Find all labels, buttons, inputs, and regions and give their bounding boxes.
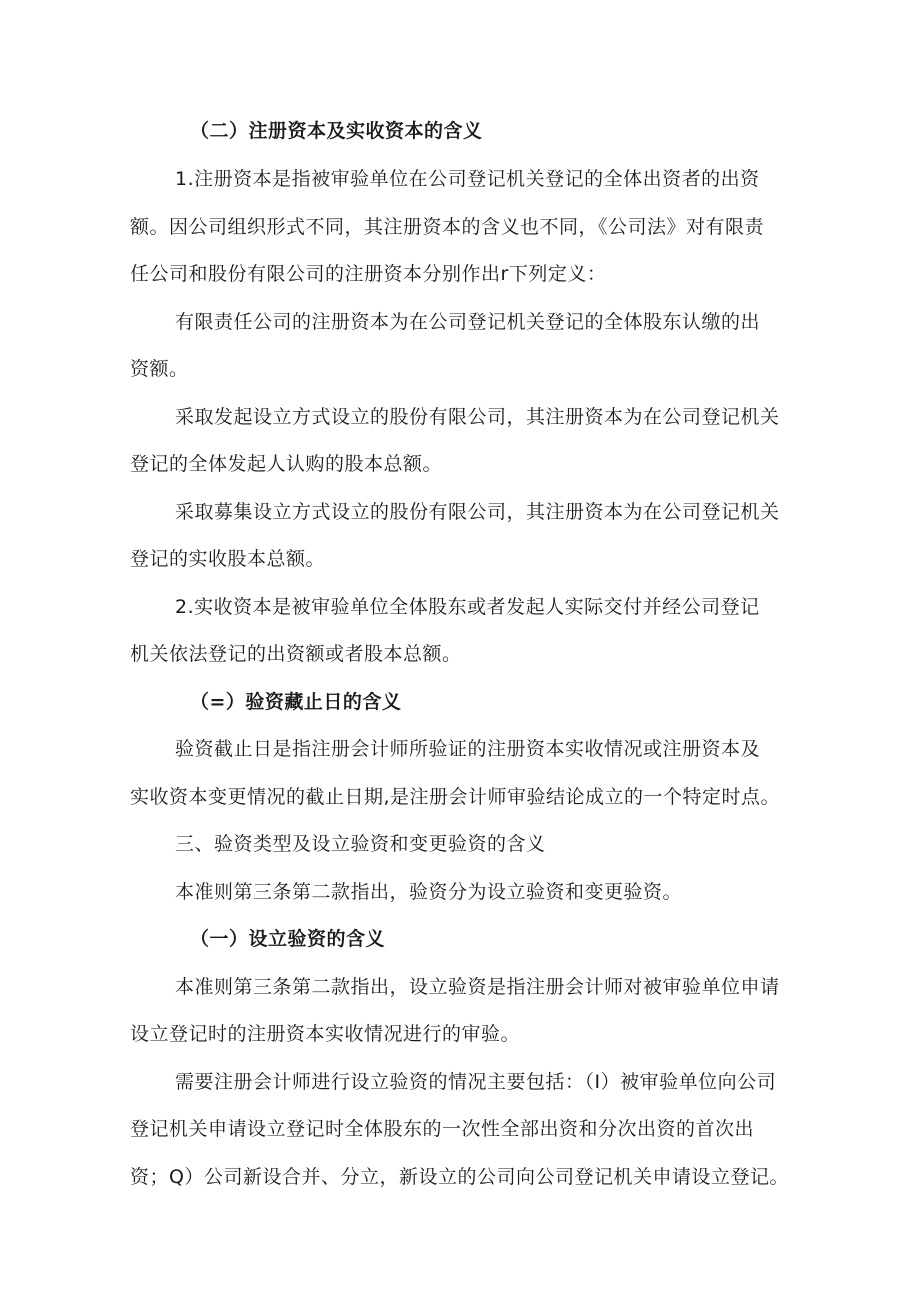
paragraph-line: 登记机关申请设立登记时全体股东的一次性全部出资和分次出资的首次出 <box>130 1118 755 1140</box>
paragraph-line: 本准则第三条第二款指出，设立验资是指注册会计师对被审验单位申请 <box>175 976 780 998</box>
paragraph-line: 采取募集设立方式设立的股份有限公司，其注册资本为在公司登记机关 <box>175 501 780 523</box>
section-heading-establishment-verification: （一）设立验资的含义 <box>190 928 386 950</box>
paragraph-line: 实收资本变更情况的截止日期,是注册会计师审验结论成立的一个特定时点。 <box>130 786 781 808</box>
paragraph-line: 2.实收资本是被审验单位全体股东或者发起人实际交付并经公司登记 <box>175 596 760 618</box>
paragraph-line: 资；Q）公司新设合并、分立，新设立的公司向公司登记机关申请设立登记。 <box>130 1166 789 1188</box>
paragraph-line: 机关依法登记的出资额或者股本总额。 <box>130 643 462 665</box>
paragraph-line: 任公司和股份有限公司的注册资本分别作出r下列定义： <box>130 263 607 285</box>
section-heading-verification-types: 三、验资类型及设立验资和变更验资的含义 <box>175 833 546 855</box>
paragraph-line: 额。因公司组织形式不同，其注册资本的含义也不同，《公司法》对有限责 <box>130 216 765 238</box>
paragraph-line: 登记的全体发起人认购的股本总额。 <box>130 453 443 475</box>
section-heading-cutoff-date: （=）验资藏止日的含义 <box>190 691 402 713</box>
section-heading-registered-capital: （二）注册资本及实收资本的含义 <box>190 120 483 142</box>
paragraph-line: 资额。 <box>130 358 189 380</box>
paragraph-line: 验资截止日是指注册会计师所验证的注册资本实收情况或注册资本及 <box>175 738 761 760</box>
paragraph-line: 登记的实收股本总额。 <box>130 548 326 570</box>
paragraph-line: 设立登记时的注册资本实收情况进行的审验。 <box>130 1023 521 1045</box>
paragraph-line: 有限责任公司的注册资本为在公司登记机关登记的全体股东认缴的出 <box>175 311 761 333</box>
paragraph-line: 本准则第三条第二款指出，验资分为设立验资和变更验资。 <box>175 881 683 903</box>
paragraph-line: 采取发起设立方式设立的股份有限公司，其注册资本为在公司登记机关 <box>175 406 780 428</box>
paragraph-line: 需要注册会计师进行设立验资的情况主要包括：（I）被审验单位向公司 <box>175 1071 777 1093</box>
paragraph-line: 1.注册资本是指被审验单位在公司登记机关登记的全体出资者的出资 <box>175 168 760 190</box>
